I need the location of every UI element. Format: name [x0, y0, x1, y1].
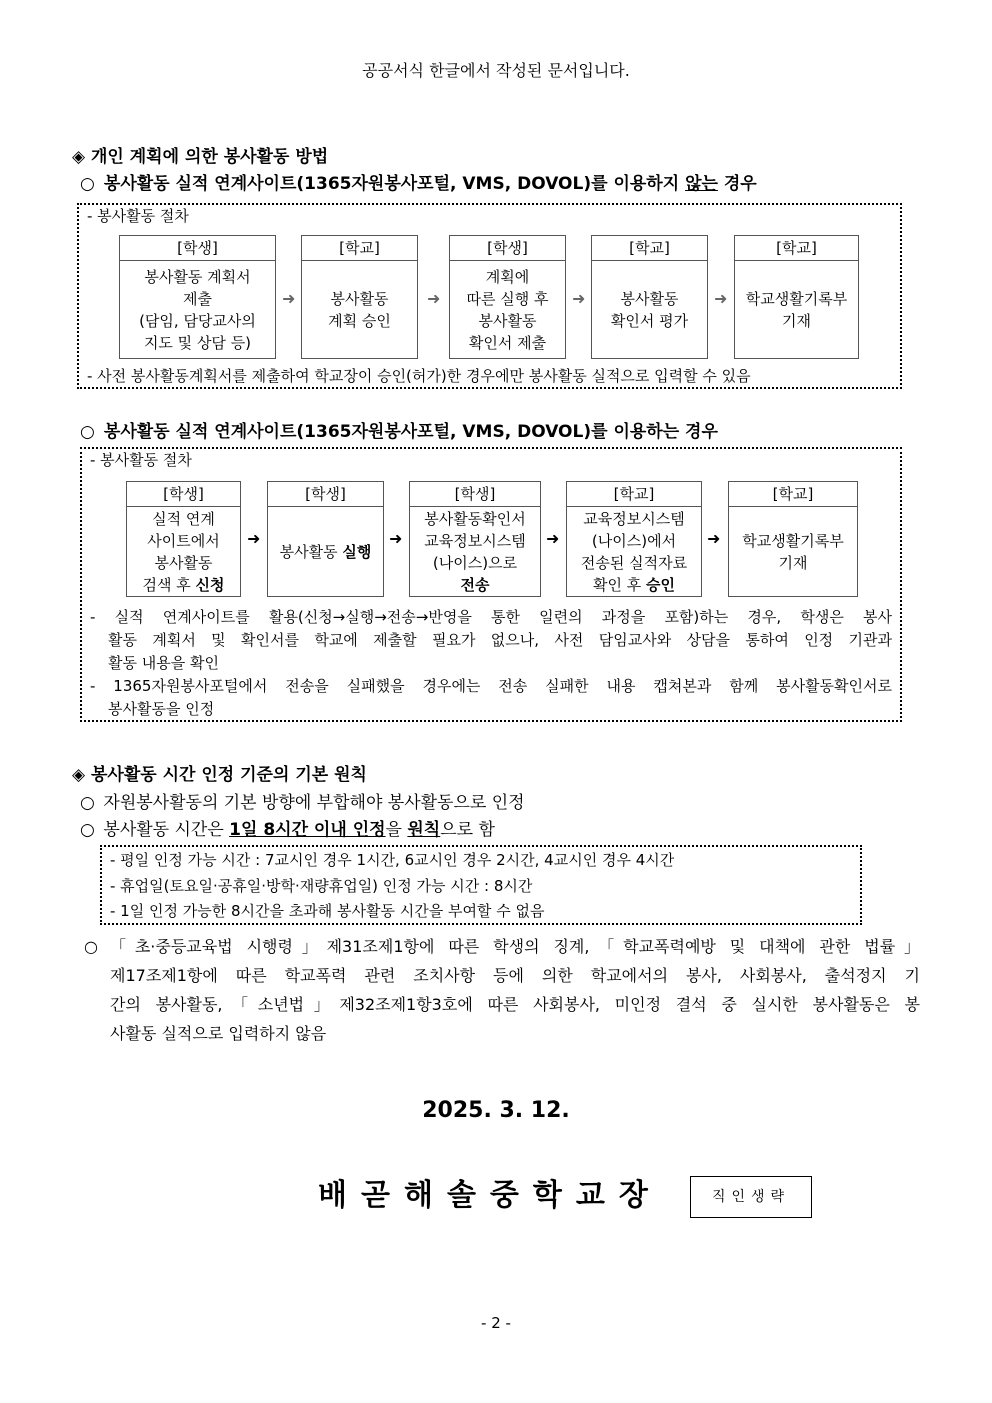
case-b-procedure-box — [80, 447, 902, 722]
section2-item3-line1: 「초·중등교육법 시행령」제31조제1항에 따른 학생의 징계,「학교폭력예방 및 대책에 관한 법률」 — [110, 937, 921, 956]
circle-bullet-icon: ○ — [80, 820, 95, 840]
step-line-bold: 실행 — [342, 543, 372, 561]
section1-title — [72, 142, 328, 167]
section2-item2 — [80, 815, 495, 840]
section2-item2-post: 으로 함 — [440, 820, 495, 840]
step-line: 확인서 평가 — [610, 312, 689, 330]
case-b-step-5 — [728, 481, 858, 597]
step-line: 따른 실행 후 — [466, 290, 549, 308]
case-b-step-2 — [267, 481, 384, 597]
time-rule-line: - 휴업일(토요일·공휴일·방학·재량휴업일) 인정 가능 시간 : 8시간 — [110, 877, 533, 895]
case-a-title — [80, 169, 757, 194]
step-role: [학교] — [302, 236, 417, 261]
step-line: 봉사활동 — [478, 312, 537, 330]
section2-item1-text: 자원봉사활동의 기본 방향에 부합해야 봉사활동으로 인정 — [103, 793, 525, 813]
case-a-procedure-box — [77, 203, 902, 389]
step-line: (나이스)에서 — [591, 532, 677, 550]
header-note: 공공서식 한글에서 작성된 문서입니다. — [362, 61, 630, 80]
case-a-step-3 — [449, 235, 566, 359]
step-line: 학교생활기록부 — [745, 290, 848, 308]
step-line: 교육정보시스템 — [424, 532, 526, 550]
step-line — [143, 574, 225, 596]
step-role: [학교] — [567, 482, 701, 507]
step-line — [280, 541, 372, 563]
section2-item3-bullet: ○ — [84, 937, 98, 956]
case-a-step-2 — [301, 235, 418, 359]
step-line: (나이스)으로 — [432, 554, 518, 572]
step-line: (담임, 담당교사의 — [139, 312, 256, 330]
arrow-right-icon: ➜ — [714, 289, 728, 308]
case-b-step-4 — [566, 481, 702, 597]
step-line: 봉사활동 — [330, 290, 389, 308]
section2-item2-underlined-1: 1일 8시간 이내 인정 — [229, 820, 386, 840]
step-line-bold: 승인 — [646, 576, 675, 594]
section2-item3-line3: 간의 봉사활동,「소년법」제32조제1항3호에 따른 사회봉사, 미인정 결석 중 실시한 봉사활동은 봉 — [110, 995, 920, 1014]
step-role: [학교] — [592, 236, 707, 261]
case-a-title-pre: 봉사활동 실적 연계사이트(1365자원봉사포털, VMS, DOVOL)를 이용하지 — [103, 174, 686, 194]
step-line: 전송된 실적자료 — [580, 554, 688, 572]
section1-title-text: 개인 계획에 의한 봉사활동 방법 — [91, 147, 329, 167]
step-line: 봉사활동 계획서 — [144, 268, 251, 286]
step-line-pre: 검색 후 — [142, 576, 196, 594]
time-rules-box — [100, 845, 862, 925]
case-b-procedure-label: - 봉사활동 절차 — [90, 451, 192, 469]
step-role: [학생] — [450, 236, 565, 261]
case-a-step-1 — [119, 235, 276, 359]
case-a-note: - 사전 봉사활동계획서를 제출하여 학교장이 승인(허가)한 경우에만 봉사활동 실적으로 입력할 수 있음 — [87, 367, 751, 385]
seal-omitted-box: 직인생략 — [690, 1176, 812, 1218]
arrow-right-icon: ➜ — [572, 289, 586, 308]
diamond-marker-icon: ◈ — [72, 147, 86, 167]
step-line: 봉사활동 — [620, 290, 679, 308]
case-b-title-text: 봉사활동 실적 연계사이트(1365자원봉사포털, VMS, DOVOL)를 이용하는 경우 — [103, 422, 718, 442]
step-line: 사이트에서 — [147, 532, 220, 550]
case-b-note1-line1: - 실적 연계사이트를 활용(신청→실행→전송→반영을 통한 일련의 과정을 포함)하는 경우, 학생은 봉사 — [90, 608, 892, 626]
arrow-right-icon: ➜ — [707, 529, 721, 548]
step-line-bold: 전송 — [460, 576, 490, 594]
section2-title — [72, 760, 367, 785]
section2-title-text: 봉사활동 시간 인정 기준의 기본 원칙 — [91, 765, 367, 785]
case-b-step-1 — [126, 481, 241, 597]
step-role: [학생] — [268, 482, 383, 507]
arrow-right-icon: ➜ — [546, 529, 560, 548]
step-line: 기재 — [782, 312, 811, 330]
step-line: 계획에 — [485, 268, 530, 286]
step-line: 봉사활동 — [154, 554, 213, 572]
case-a-procedure-label: - 봉사활동 절차 — [87, 207, 189, 225]
step-line: 봉사활동확인서 — [424, 510, 526, 528]
case-b-note1-line2: 활동 계획서 및 확인서를 학교에 제출할 필요가 없으나, 사전 담임교사와 상담을 통하여 인정 기관과 — [108, 631, 892, 649]
document-date: 2025. 3. 12. — [422, 1098, 570, 1123]
circle-bullet-icon: ○ — [80, 174, 95, 194]
step-line: 제출 — [183, 290, 212, 308]
case-b-note2-line2: 봉사활동을 인정 — [108, 700, 215, 718]
section2-item3-line4: 사활동 실적으로 입력하지 않음 — [110, 1024, 327, 1043]
step-role: [학교] — [735, 236, 858, 261]
step-line: 기재 — [778, 554, 808, 572]
step-line-pre: 확인 후 — [592, 576, 646, 594]
section2-item2-underlined-2: 원칙 — [407, 820, 441, 840]
step-line-pre: 봉사활동 — [279, 543, 343, 561]
case-a-step-4 — [591, 235, 708, 359]
arrow-right-icon: ➜ — [427, 289, 441, 308]
arrow-right-icon: ➜ — [247, 529, 261, 548]
step-role: [학생] — [410, 482, 540, 507]
time-rule-line: - 1일 인정 가능한 8시간을 초과해 봉사활동 시간을 부여할 수 없음 — [110, 902, 545, 920]
step-line — [424, 574, 525, 596]
step-line: 계획 승인 — [328, 312, 391, 330]
section2-item2-pre: 봉사활동 시간은 — [103, 820, 230, 840]
time-rule-line: - 평일 인정 가능 시간 : 7교시인 경우 1시간, 6교시인 경우 2시간, 4교시인 경우 4시간 — [110, 851, 675, 869]
case-b-note2-line1: - 1365자원봉사포털에서 전송을 실패했을 경우에는 전송 실패한 내용 캡쳐본과 함께 봉사활동확인서로 — [90, 677, 892, 695]
step-role: [학교] — [729, 482, 857, 507]
case-b-step-3 — [409, 481, 541, 597]
diamond-marker-icon: ◈ — [72, 765, 86, 785]
step-line: 실적 연계 — [152, 510, 215, 528]
step-line-bold: 신청 — [195, 576, 225, 594]
arrow-right-icon: ➜ — [282, 289, 296, 308]
section2-item1 — [80, 788, 525, 813]
step-line — [581, 574, 687, 596]
case-a-title-post: 경우 — [717, 174, 757, 194]
step-line: 교육정보시스템 — [583, 510, 685, 528]
step-role: [학생] — [127, 482, 240, 507]
circle-bullet-icon: ○ — [80, 793, 95, 813]
case-b-title — [80, 417, 718, 442]
section2-item2-mid: 을 — [385, 820, 408, 840]
section2-item3-line2: 제17조제1항에 따른 학교폭력 관련 조치사항 등에 의한 학교에서의 봉사, 사회봉사, 출석정지 기 — [110, 966, 920, 985]
step-role: [학생] — [120, 236, 275, 261]
step-line: 학교생활기록부 — [742, 532, 844, 550]
signer-name: 배곧해솔중학교장 — [318, 1178, 662, 1213]
circle-bullet-icon: ○ — [80, 422, 95, 442]
step-line: 확인서 제출 — [468, 334, 547, 352]
page-number: - 2 - — [481, 1314, 511, 1332]
case-a-step-5 — [734, 235, 859, 359]
case-b-note1-line3: 활동 내용을 확인 — [108, 654, 219, 672]
step-line: 지도 및 상담 등) — [143, 334, 252, 352]
case-a-title-underlined: 않는 — [685, 174, 718, 194]
arrow-right-icon: ➜ — [389, 529, 403, 548]
